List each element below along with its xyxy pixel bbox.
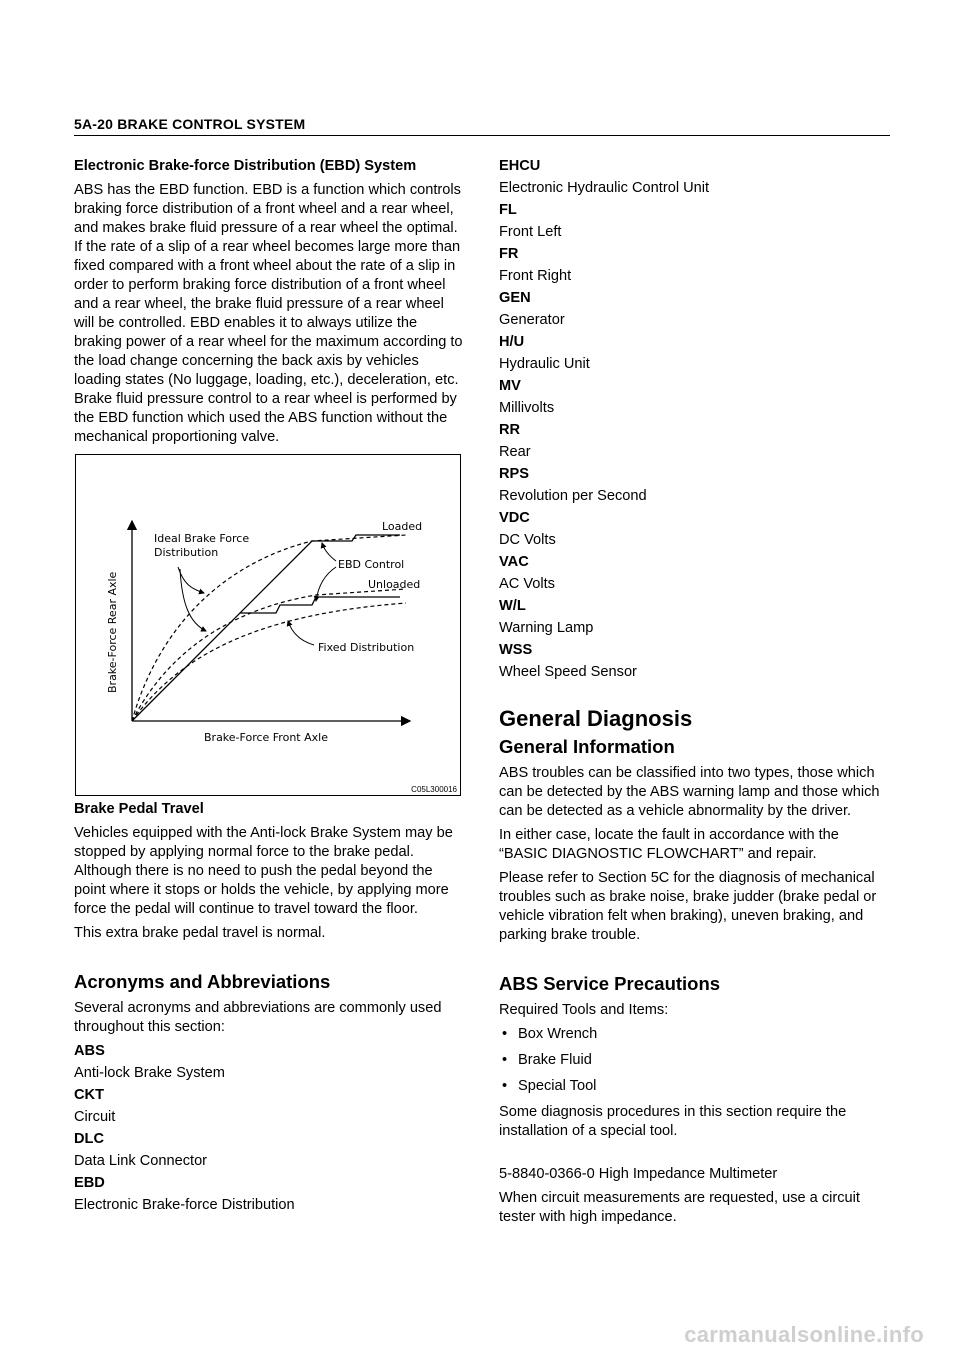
fixed-distribution-line: [132, 603, 406, 721]
acronym-def: Electronic Brake-force Distribution: [74, 1197, 295, 1213]
acronym-term: EBD: [74, 1175, 105, 1191]
acronym-def: Warning Lamp: [499, 620, 594, 636]
ebd-leader-1: [322, 543, 336, 561]
acronym-term: VAC: [499, 554, 529, 570]
acronym-def: DC Volts: [499, 532, 556, 548]
acronym-term: H/U: [499, 334, 525, 350]
label-ideal-2: Distribution: [154, 546, 219, 559]
general-information-heading: General Information: [499, 736, 675, 757]
label-unloaded: Unloaded: [368, 578, 421, 591]
list-item: [499, 1025, 891, 1044]
acronym-term: W/L: [499, 598, 526, 614]
acronym-def: Hydraulic Unit: [499, 356, 590, 372]
list-item-text: Brake Fluid: [518, 1052, 592, 1068]
acronym-term: DLC: [74, 1131, 104, 1147]
acronym-term: CKT: [74, 1087, 104, 1103]
acronym-term: MV: [499, 378, 521, 394]
acronym-term: WSS: [499, 642, 533, 658]
precautions-p2: When circuit measurements are requested, use a circuit tester with high impedance.: [499, 1190, 860, 1225]
ebd-unloaded-steps: [240, 597, 400, 613]
precautions-p1: Some diagnosis procedures in this section require the installation of a special tool.: [499, 1104, 847, 1139]
pedal-p2: This extra brake pedal travel is normal.: [74, 925, 326, 941]
ebd-leader-2: [316, 567, 336, 601]
diagnosis-p2: In either case, locate the fault in accordance with the “BASIC DIAGNOSTIC FLOWCHART” and repair.: [499, 827, 839, 862]
ebd-heading: Electronic Brake-force Distribution (EBD) System: [74, 158, 417, 174]
list-item: [499, 1077, 891, 1096]
acronym-term: RR: [499, 422, 521, 438]
y-axis-label: Brake-Force Rear Axle: [106, 571, 119, 693]
page-header: 5A-20 BRAKE CONTROL SYSTEM: [74, 116, 890, 136]
acronym-term: GEN: [499, 290, 531, 306]
acronym-def: Electronic Hydraulic Control Unit: [499, 180, 710, 196]
ebd-diagram-svg: [76, 455, 462, 797]
bullet: •: [502, 1078, 508, 1094]
list-item-text: Special Tool: [518, 1078, 597, 1094]
watermark: carmanualsonline.info: [684, 1322, 924, 1347]
acronym-def: Generator: [499, 312, 565, 328]
pedal-p1: Vehicles equipped with the Anti-lock Brake System may be stopped by applying normal force to the brake pedal. Although there is no need to push the pedal beyond the point where it stops or holds the vehicle, by applying more force the pedal will continue to travel toward the floor.: [74, 825, 453, 917]
acronym-term: VDC: [499, 510, 530, 526]
precautions-heading: ABS Service Precautions: [499, 973, 721, 994]
tools-list: [499, 1025, 891, 1096]
tool-number: 5-8840-0366-0 High Impedance Multimeter: [499, 1166, 778, 1182]
label-ideal-1: Ideal Brake Force: [154, 532, 250, 545]
acronym-def: Rear: [499, 444, 531, 460]
list-item-text: Box Wrench: [518, 1026, 598, 1042]
acronym-term: FL: [499, 202, 517, 218]
acronyms-intro: Several acronyms and abbreviations are commonly used throughout this section:: [74, 1000, 442, 1035]
pedal-heading: Brake Pedal Travel: [74, 801, 204, 817]
diagnosis-p1: ABS troubles can be classified into two types, those which can be detected by the ABS warning lamp and those which can be detected as a vehicle abnormality by the driver.: [499, 765, 880, 819]
general-diagnosis-heading: General Diagnosis: [499, 706, 693, 731]
acronym-def: Wheel Speed Sensor: [499, 664, 637, 680]
ebd-body: ABS has the EBD function. EBD is a function which controls braking force distribution of a front wheel and a rear wheel, and makes brake fluid pressure of a rear wheel the optimal. If the rate of a slip of a rear wheel becomes large more than fixed compared with a front wheel about the rate of a slip in order to perform braking force distribution of a front wheel and a rear wheel, the brake fluid pressure of a rear wheel will be controlled. EBD enables it to always utilize the braking power of a rear wheel for the maximum according to the load change concerning the back axis by vehicles loading states (No luggage, loading, etc.), deceleration, etc. Brake fluid pressure control to a rear wheel is performed by the EBD function which used the ABS function without the mechanical proportioning valve.: [74, 182, 463, 445]
acronym-def: Anti-lock Brake System: [74, 1065, 225, 1081]
fixed-leader: [288, 621, 314, 645]
acronyms-heading: Acronyms and Abbreviations: [74, 971, 331, 992]
acronym-term: ABS: [74, 1043, 105, 1059]
precautions-intro: Required Tools and Items:: [499, 1002, 669, 1018]
acronym-def: Front Left: [499, 224, 562, 240]
acronym-def: Millivolts: [499, 400, 555, 416]
acronym-term: RPS: [499, 466, 530, 482]
label-fixed: Fixed Distribution: [318, 641, 415, 654]
ideal-unloaded-curve: [132, 589, 406, 721]
acronym-def: Front Right: [499, 268, 572, 284]
list-item: [499, 1051, 891, 1070]
label-loaded: Loaded: [382, 520, 423, 533]
x-axis-label: Brake-Force Front Axle: [204, 731, 328, 744]
acronym-def: Revolution per Second: [499, 488, 647, 504]
figure-code: C05L300016: [411, 785, 457, 794]
diagnosis-p3: Please refer to Section 5C for the diagnosis of mechanical troubles such as brake noise, brake judder (brake pedal or vehicle vibration felt when braking), uneven braking, and parking brake trouble.: [499, 870, 877, 943]
acronym-def: AC Volts: [499, 576, 555, 592]
bullet: •: [502, 1026, 508, 1042]
label-ebd-control: EBD Control: [338, 558, 405, 571]
left-column: [74, 157, 466, 1218]
acronym-term: EHCU: [499, 158, 541, 174]
acronym-term: FR: [499, 246, 519, 262]
ebd-diagram: [75, 454, 461, 796]
acronym-list-right: [499, 157, 891, 682]
acronym-list-left: [74, 1042, 466, 1215]
acronym-def: Data Link Connector: [74, 1153, 208, 1169]
acronym-def: Circuit: [74, 1109, 116, 1125]
bullet: •: [502, 1052, 508, 1068]
right-column: [499, 157, 891, 1232]
